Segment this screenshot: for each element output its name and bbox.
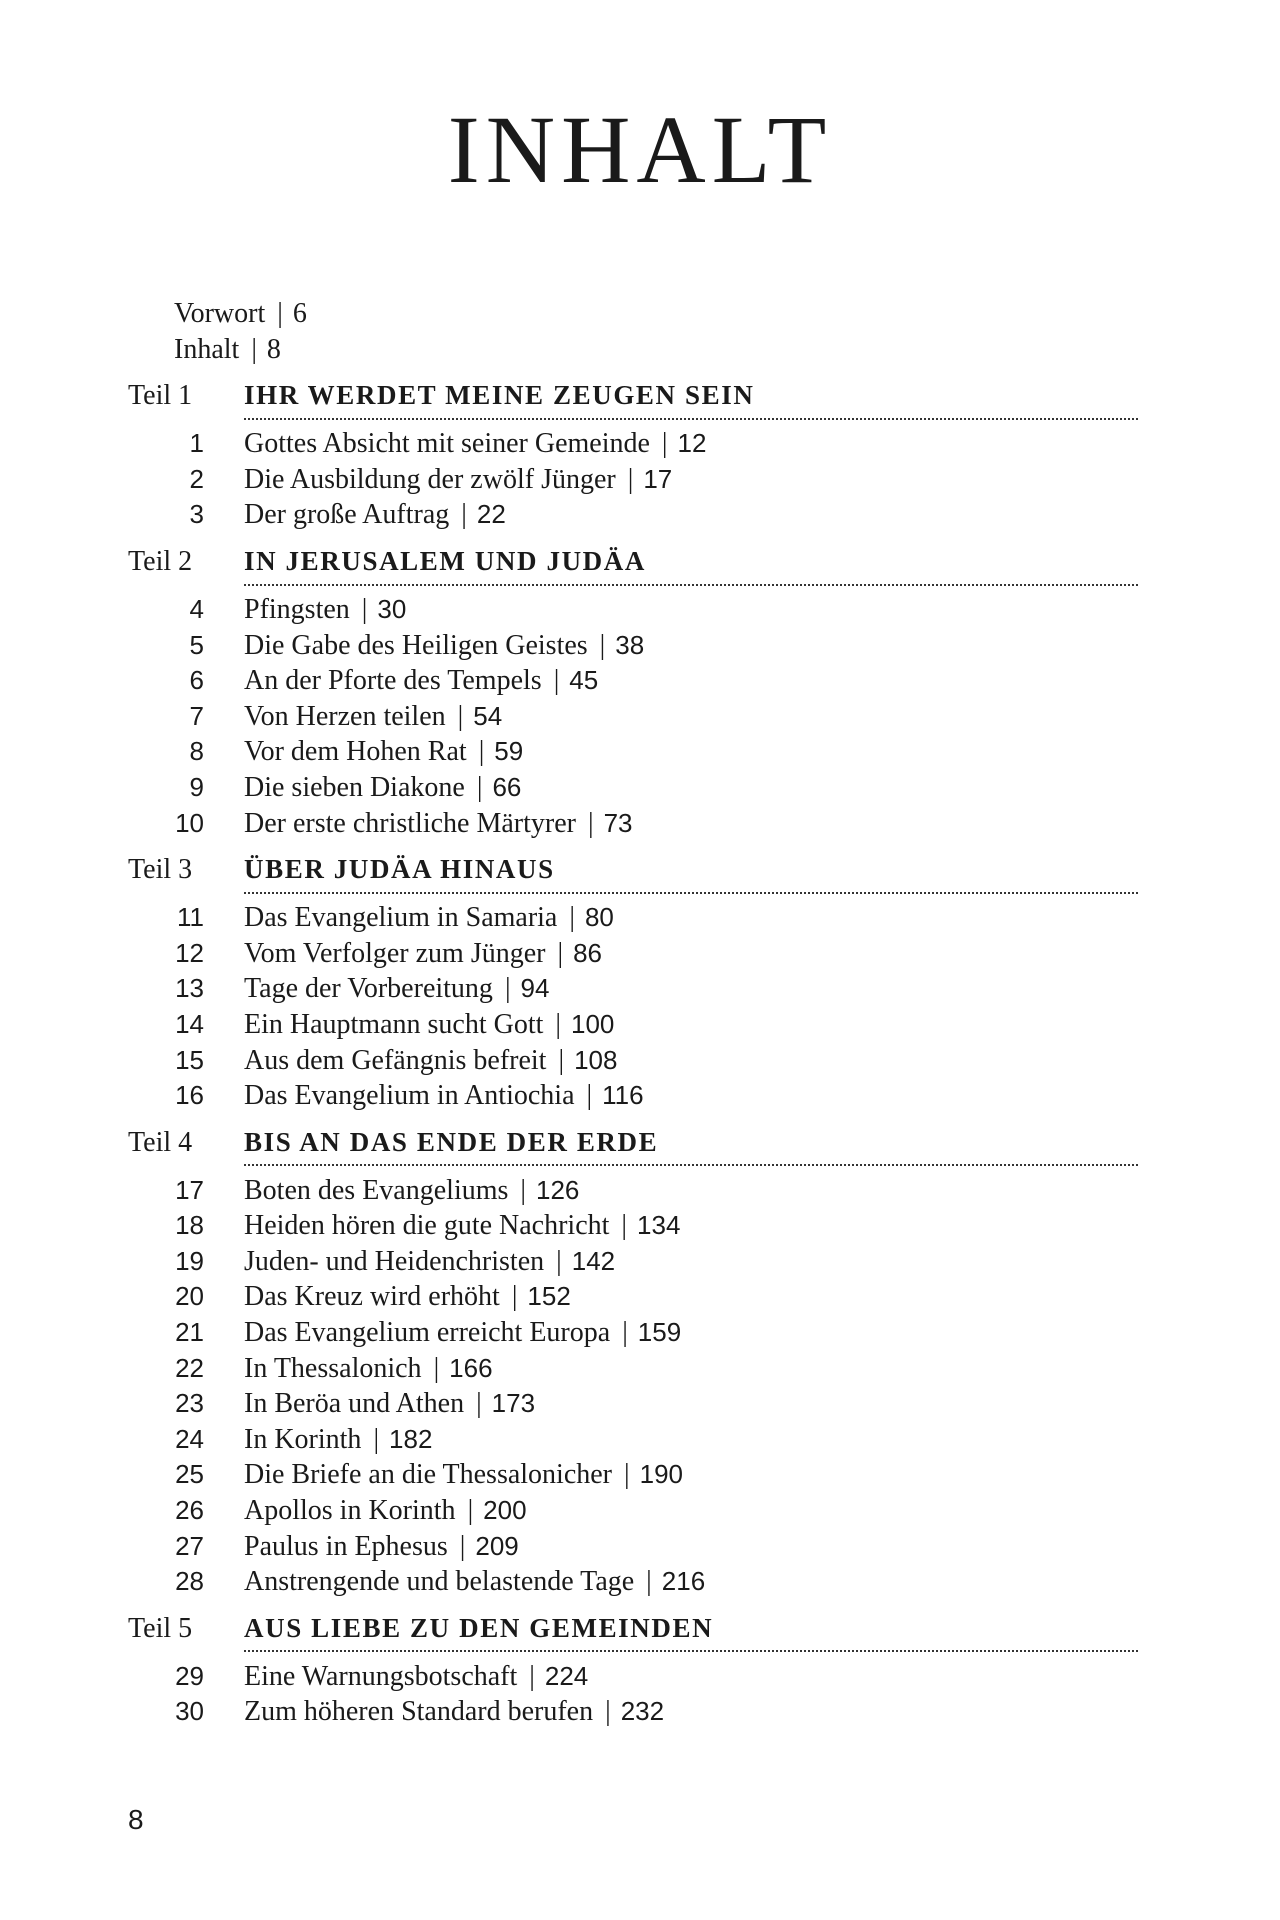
chapter-list [128, 592, 1138, 841]
chapter-title: Das Kreuz wird erhöht [244, 1281, 500, 1313]
separator-bar: | [605, 1696, 611, 1728]
chapter-list [128, 1659, 1138, 1730]
chapter-page: 17 [643, 463, 673, 494]
chapter-number: 6 [189, 665, 204, 696]
chapter-title: In Korinth [244, 1423, 362, 1455]
separator-bar: | [553, 665, 560, 697]
chapter-entry[interactable] [128, 1173, 1138, 1209]
separator-bar: | [586, 1080, 593, 1112]
separator-bar: | [555, 1008, 562, 1040]
chapter-title: An der Pforte des Tempels [244, 665, 542, 697]
prelim-entry[interactable] [174, 296, 1138, 332]
prelim-entry[interactable] [174, 332, 1138, 368]
part-label: Teil 1 [128, 380, 193, 412]
chapter-page: 100 [571, 1008, 615, 1039]
chapter-number: 29 [175, 1660, 204, 1691]
chapter-number: 4 [189, 593, 204, 624]
separator-bar: | [457, 700, 464, 732]
chapter-page: 66 [492, 771, 522, 802]
chapter-title: In Beröa und Athen [244, 1388, 465, 1420]
part-heading[interactable] [128, 544, 1138, 582]
chapter-entry[interactable] [128, 971, 1138, 1007]
chapter-title: Vom Verfolger zum Jünger [244, 937, 546, 969]
chapter-number: 20 [175, 1281, 204, 1312]
chapter-number: 18 [175, 1210, 204, 1241]
separator-bar: | [277, 298, 283, 329]
chapter-entry[interactable] [128, 1659, 1138, 1695]
separator-bar: | [599, 629, 606, 661]
chapter-entry[interactable] [128, 592, 1138, 628]
part-label: Teil 5 [128, 1612, 193, 1644]
chapter-page: 216 [661, 1566, 706, 1597]
chapter-title: Das Evangelium in Samaria [244, 902, 558, 934]
prelim-list [128, 296, 1138, 367]
chapter-entry[interactable] [128, 1208, 1138, 1244]
chapter-entry[interactable] [128, 1457, 1138, 1493]
chapter-number: 1 [189, 428, 204, 459]
chapter-page: 182 [389, 1423, 433, 1454]
chapter-number: 23 [175, 1388, 204, 1419]
chapter-number: 25 [175, 1459, 204, 1490]
chapter-page: 152 [527, 1281, 571, 1312]
chapter-number: 7 [189, 700, 204, 731]
chapter-title: In Thessalonich [244, 1352, 422, 1384]
chapter-title: Der große Auftrag [244, 499, 450, 531]
part-label: Teil 4 [128, 1126, 193, 1158]
separator-bar: | [461, 499, 467, 531]
chapter-entry[interactable] [128, 1078, 1138, 1114]
chapter-title: Die sieben Diakone [244, 771, 465, 803]
chapter-number: 11 [177, 902, 204, 933]
chapter-page: 108 [574, 1044, 618, 1075]
prelim-label: Inhalt [174, 333, 240, 365]
chapter-title: Paulus in Ephesus [244, 1530, 448, 1562]
parts-list [128, 378, 1138, 1730]
separator-bar: | [622, 1317, 628, 1349]
chapter-entry[interactable] [128, 663, 1138, 699]
chapter-title: Heiden hören die gute Nachricht [244, 1210, 610, 1242]
part-heading[interactable] [128, 1611, 1138, 1649]
chapter-number: 24 [175, 1423, 204, 1454]
chapter-number: 21 [175, 1317, 204, 1348]
chapter-entry[interactable] [128, 462, 1138, 498]
separator-bar: | [467, 1495, 474, 1527]
chapter-title: Von Herzen teilen [244, 700, 446, 732]
part-heading[interactable] [128, 1125, 1138, 1163]
chapter-number: 27 [175, 1530, 204, 1561]
separator-bar: | [661, 428, 668, 460]
chapter-entry[interactable] [128, 734, 1138, 770]
chapter-entry[interactable] [128, 806, 1138, 842]
toc-part [128, 1611, 1138, 1730]
chapter-title: Das Evangelium in Antiochia [244, 1080, 575, 1112]
chapter-title: Pfingsten [244, 593, 350, 625]
chapter-page: 190 [639, 1459, 684, 1490]
chapter-page: 134 [637, 1210, 681, 1241]
chapter-page: 38 [615, 629, 645, 660]
chapter-title: Die Gabe des Heiligen Geistes [244, 629, 588, 661]
chapter-number: 2 [189, 463, 204, 494]
chapter-number: 3 [189, 499, 204, 530]
chapter-title: Ein Hauptmann sucht Gott [244, 1008, 544, 1040]
separator-bar: | [558, 1044, 565, 1076]
chapter-entry[interactable] [128, 936, 1138, 972]
chapter-title: Anstrengende und belastende Tage [244, 1566, 635, 1598]
prelim-page: 6 [292, 298, 307, 329]
chapter-page: 12 [677, 428, 707, 459]
chapter-number: 16 [175, 1080, 204, 1111]
chapter-list [128, 1173, 1138, 1600]
separator-bar: | [587, 807, 594, 839]
chapter-entry[interactable] [128, 497, 1138, 533]
chapter-number: 9 [189, 771, 204, 802]
chapter-page: 200 [483, 1495, 527, 1526]
chapter-page: 232 [620, 1696, 665, 1727]
separator-bar: | [557, 937, 564, 969]
chapter-page: 173 [491, 1388, 536, 1419]
chapter-page: 142 [571, 1245, 616, 1276]
part-title-rule [244, 1125, 1138, 1167]
chapter-page: 159 [637, 1317, 682, 1348]
toc-part [128, 852, 1138, 1114]
chapter-entry[interactable] [128, 900, 1138, 936]
chapter-list [128, 900, 1138, 1114]
chapter-entry[interactable] [128, 1043, 1138, 1079]
chapter-number: 10 [175, 807, 204, 838]
separator-bar: | [361, 593, 368, 625]
chapter-title: Aus dem Gefängnis befreit [244, 1044, 547, 1076]
chapter-entry[interactable] [128, 1694, 1138, 1730]
chapter-title: Apollos in Korinth [244, 1495, 456, 1527]
chapter-number: 14 [175, 1008, 204, 1039]
separator-bar: | [433, 1352, 440, 1384]
chapter-number: 15 [175, 1044, 204, 1075]
chapter-page: 80 [584, 902, 614, 933]
part-label: Teil 3 [128, 854, 193, 886]
chapter-entry[interactable] [128, 770, 1138, 806]
chapter-page: 126 [536, 1174, 580, 1205]
chapter-number: 13 [175, 973, 204, 1004]
table-of-contents [128, 296, 1138, 1730]
part-title: IHR WERDET MEINE ZEUGEN SEIN [244, 380, 755, 411]
page-title: INHALT [447, 96, 833, 203]
chapter-page: 224 [544, 1660, 589, 1691]
chapter-number: 17 [175, 1174, 204, 1205]
chapter-title: Der erste christliche Märtyrer [244, 807, 576, 839]
toc-part [128, 544, 1138, 841]
chapter-title: Das Evangelium erreicht Europa [244, 1317, 611, 1349]
separator-bar: | [627, 463, 634, 495]
chapter-page: 22 [476, 499, 506, 530]
separator-bar: | [251, 333, 257, 365]
prelim-page: 8 [266, 333, 281, 365]
separator-bar: | [556, 1245, 562, 1277]
page-number: 8 [128, 1804, 144, 1835]
chapter-page: 45 [569, 665, 599, 696]
separator-bar: | [511, 1281, 518, 1313]
chapter-page: 54 [473, 700, 503, 731]
chapter-number: 28 [175, 1566, 204, 1597]
chapter-title: Gottes Absicht mit seiner Gemeinde [244, 428, 650, 460]
chapter-entry[interactable] [128, 1279, 1138, 1315]
part-title: ÜBER JUDÄA HINAUS [244, 854, 555, 885]
prelim-label: Vorwort [174, 298, 266, 329]
separator-bar: | [624, 1459, 630, 1491]
chapter-title: Tage der Vorbereitung [244, 973, 493, 1005]
part-heading[interactable] [128, 378, 1138, 416]
chapter-page: 86 [573, 937, 602, 968]
chapter-entry[interactable] [128, 426, 1138, 462]
chapter-entry[interactable] [128, 628, 1138, 664]
separator-bar: | [476, 1388, 482, 1420]
chapter-number: 26 [175, 1495, 204, 1526]
chapter-title: Vor dem Hohen Rat [244, 736, 467, 768]
chapter-number: 5 [189, 629, 204, 660]
chapter-page: 166 [449, 1352, 493, 1383]
chapter-title: Eine Warnungsbotschaft [244, 1660, 518, 1692]
chapter-number: 12 [175, 937, 204, 968]
chapter-page: 30 [377, 593, 407, 624]
chapter-page: 59 [494, 736, 524, 767]
chapter-page: 94 [520, 973, 550, 1004]
chapter-entry[interactable] [128, 1386, 1138, 1422]
chapter-page: 116 [602, 1080, 644, 1111]
chapter-entry[interactable] [128, 1422, 1138, 1458]
separator-bar: | [646, 1566, 652, 1598]
chapter-number: 30 [175, 1696, 204, 1727]
separator-bar: | [504, 973, 511, 1005]
chapter-number: 8 [189, 736, 204, 767]
toc-part [128, 378, 1138, 533]
separator-bar: | [373, 1423, 380, 1455]
separator-bar: | [621, 1210, 628, 1242]
separator-bar: | [569, 902, 575, 934]
chapter-entry[interactable] [128, 699, 1138, 735]
chapter-title: Die Ausbildung der zwölf Jünger [244, 463, 616, 495]
part-title-rule [244, 378, 1138, 420]
part-title-rule [244, 544, 1138, 586]
separator-bar: | [459, 1530, 466, 1562]
chapter-number: 22 [175, 1352, 204, 1383]
chapter-title: Boten des Evangeliums [244, 1174, 509, 1206]
chapter-title: Die Briefe an die Thessalonicher [244, 1459, 613, 1491]
separator-bar: | [478, 736, 485, 768]
part-label: Teil 2 [128, 545, 193, 577]
chapter-entry[interactable] [128, 1315, 1138, 1351]
toc-part [128, 1125, 1138, 1600]
chapter-page: 73 [603, 807, 633, 838]
chapter-entry[interactable] [128, 1244, 1138, 1280]
separator-bar: | [520, 1174, 527, 1206]
chapter-title: Juden- und Heidenchristen [244, 1245, 545, 1277]
part-title: AUS LIEBE ZU DEN GEMEINDEN [244, 1612, 714, 1643]
part-heading[interactable] [128, 852, 1138, 890]
chapter-list [128, 426, 1138, 533]
chapter-number: 19 [175, 1245, 204, 1276]
separator-bar: | [476, 771, 483, 803]
chapter-title: Zum höheren Standard berufen [244, 1696, 594, 1728]
chapter-entry[interactable] [128, 1529, 1138, 1565]
chapter-entry[interactable] [128, 1351, 1138, 1387]
part-title: IN JERUSALEM UND JUDÄA [244, 545, 646, 576]
part-title-rule [244, 852, 1138, 894]
part-title-rule [244, 1611, 1138, 1653]
chapter-entry[interactable] [128, 1564, 1138, 1600]
chapter-entry[interactable] [128, 1493, 1138, 1529]
chapter-page: 209 [475, 1530, 519, 1561]
separator-bar: | [529, 1660, 535, 1692]
part-title: BIS AN DAS ENDE DER ERDE [244, 1126, 659, 1157]
chapter-entry[interactable] [128, 1007, 1138, 1043]
